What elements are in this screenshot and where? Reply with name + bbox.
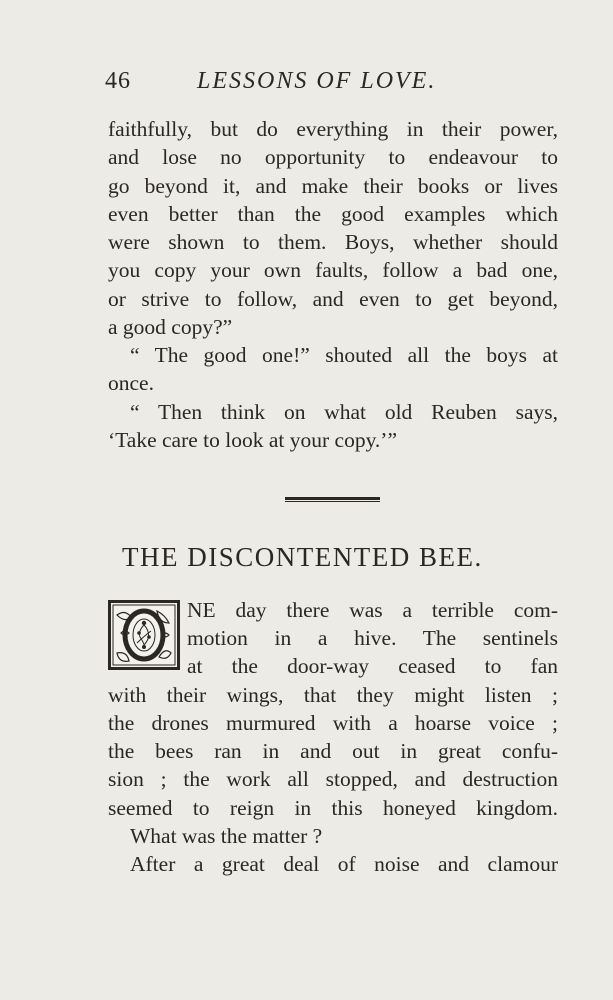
text-line: once.	[108, 371, 154, 395]
text-line: faithfully, but do everything in their power,	[108, 117, 558, 141]
text-line: “ The good one!” shouted all the boys at	[130, 343, 558, 367]
ornamental-o-icon	[111, 603, 177, 667]
text-line: and lose no opportunity to endeavour to	[108, 145, 558, 169]
running-head	[105, 68, 557, 102]
text-line: go beyond it, and make their books or lives	[108, 174, 558, 198]
text-line: even better than the good examples which	[108, 202, 558, 226]
text-line: ‘Take care to look at your copy.’”	[108, 428, 398, 452]
text-line: motion in a hive. The sentinels	[187, 626, 558, 650]
text-line: NE day there was a terrible com-	[187, 598, 558, 622]
text-line: seemed to reign in this honeyed kingdom.	[108, 796, 558, 820]
text-line: “ Then think on what old Reuben says,	[130, 400, 558, 424]
text-line: you copy your own faults, follow a bad one,	[108, 258, 558, 282]
text-line: What was the matter ?	[130, 824, 323, 848]
text-line: with their wings, that they might listen ;	[108, 683, 558, 707]
text-line: a good copy?”	[108, 315, 233, 339]
text-line: the bees ran in and out in great confu-	[108, 739, 558, 763]
section-divider	[285, 497, 380, 502]
text-line: the drones murmured with a hoarse voice ;	[108, 711, 558, 735]
section-title: THE DISCONTENTED BEE.	[122, 542, 483, 572]
text-line: sion ; the work all stopped, and destruction	[108, 767, 558, 791]
dropcap-ornament	[108, 600, 180, 670]
text-line: were shown to them. Boys, whether should	[108, 230, 558, 254]
text-line: at the door-way ceased to fan	[187, 654, 558, 678]
text-line: After a great deal of noise and clamour	[130, 852, 558, 876]
running-title: LESSONS OF LOVE.	[197, 68, 437, 94]
page-number: 46	[105, 68, 131, 94]
text-line: or strive to follow, and even to get beyond,	[108, 287, 558, 311]
